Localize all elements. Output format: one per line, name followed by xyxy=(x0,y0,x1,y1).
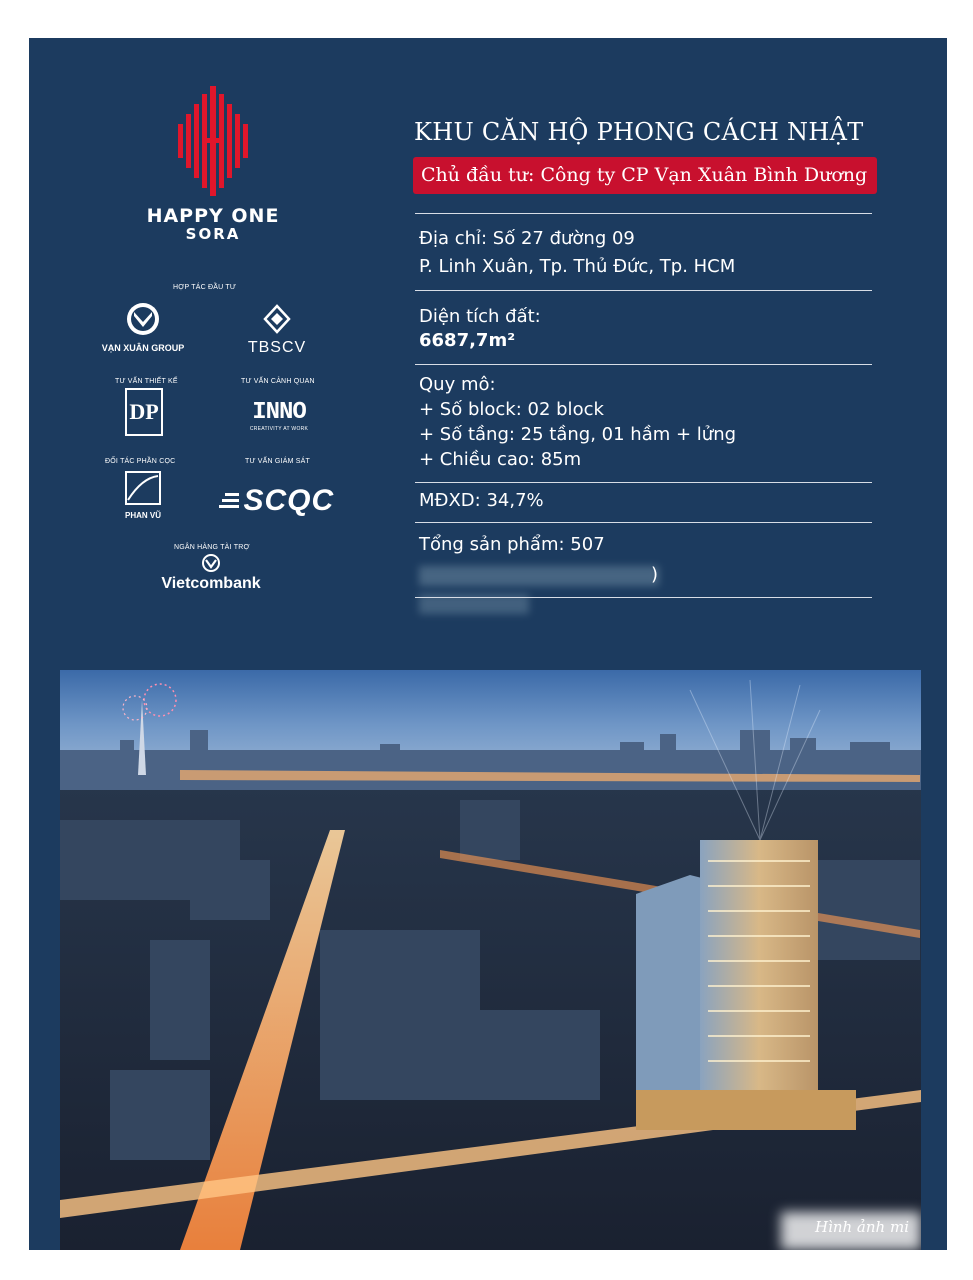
divider xyxy=(415,213,872,214)
page-title: KHU CĂN HỘ PHONG CÁCH NHẬT xyxy=(414,118,864,146)
phanvu-text: PHAN VŨ xyxy=(124,511,161,520)
design-label: TƯ VẤN THIẾT KẾ xyxy=(115,378,178,385)
inno-logo xyxy=(241,400,317,432)
brochure-card xyxy=(29,38,947,1250)
tbscv-emblem-icon xyxy=(262,304,292,334)
render-caption: Hình ảnh mi xyxy=(814,1218,909,1236)
piling-label: ĐỐI TÁC PHẦN CỌC xyxy=(105,458,176,465)
phanvu-emblem-icon xyxy=(124,470,162,506)
address-line-1: Địa chỉ: Số 27 đường 09 xyxy=(419,228,635,249)
divider xyxy=(415,290,872,291)
address-line-2: P. Linh Xuân, Tp. Thủ Đức, Tp. HCM xyxy=(419,256,736,277)
phanvu-logo xyxy=(121,470,165,520)
vanxuan-emblem-icon xyxy=(123,300,163,338)
vietcombank-text: Vietcombank xyxy=(161,575,261,592)
vietcombank-emblem-icon xyxy=(202,554,220,572)
city-night-render xyxy=(60,670,921,1250)
bank-label: NGÂN HÀNG TÀI TRỢ xyxy=(174,544,250,551)
scale-label: Quy mô: xyxy=(419,374,496,395)
divider xyxy=(415,364,872,365)
tbscv-text: TBSCV xyxy=(247,339,307,356)
vanxuan-text: VẠN XUÂN GROUP xyxy=(101,343,185,353)
divider xyxy=(415,597,872,598)
project-render-image xyxy=(60,670,921,1250)
area-label: Diện tích đất: xyxy=(419,306,541,327)
inno-tagline: CREATIVITY AT WORK xyxy=(249,426,309,432)
investor-banner: Chủ đầu tư: Công ty CP Vạn Xuân Bình Dương xyxy=(413,157,877,194)
brand-logo xyxy=(129,86,297,242)
scqc-logo xyxy=(219,484,341,518)
scqc-stripes-icon xyxy=(219,491,239,511)
scqc-text: SCQC xyxy=(243,484,335,517)
divider xyxy=(415,482,872,483)
scale-blocks: + Số block: 02 block xyxy=(419,399,604,420)
dp-text: DP xyxy=(129,399,159,424)
scale-height: + Chiều cao: 85m xyxy=(419,449,582,470)
scale-floors: + Số tầng: 25 tầng, 01 hầm + lửng xyxy=(419,424,737,445)
landscape-label: TƯ VẤN CẢNH QUAN xyxy=(241,378,315,385)
divider xyxy=(415,522,872,523)
investment-label: HỢP TÁC ĐẦU TƯ xyxy=(173,284,237,291)
happy-one-emblem-icon xyxy=(176,86,250,196)
vanxuan-logo xyxy=(85,300,201,353)
supervision-label: TƯ VẤN GIÁM SÁT xyxy=(245,458,310,465)
tbscv-logo xyxy=(235,304,319,357)
blurred-text: ) xyxy=(419,566,659,626)
area-value: 6687,7m² xyxy=(419,330,516,351)
density: MĐXD: 34,7% xyxy=(419,490,544,511)
inno-text: INNO xyxy=(252,399,306,426)
brand-name: HAPPY ONE xyxy=(146,205,280,227)
vietcombank-logo xyxy=(147,554,275,593)
dp-logo xyxy=(125,388,163,436)
products: Tổng sản phẩm: 507 xyxy=(419,534,605,555)
brand-sub: SORA xyxy=(185,225,241,243)
